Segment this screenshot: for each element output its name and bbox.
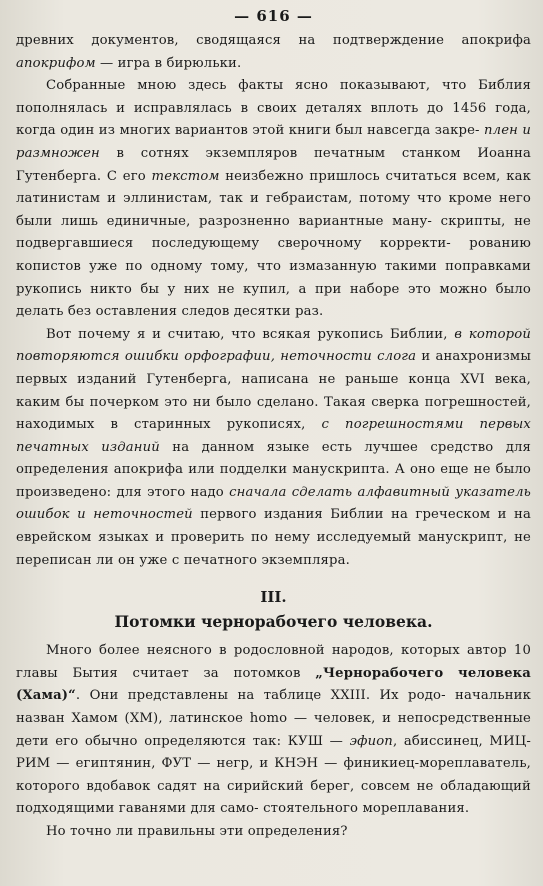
text-block-bottom (16, 640, 531, 843)
text-segment: древних документов, сводящаяся на подтверждение апокрифа (16, 33, 531, 48)
text-segment: поправками рукопись никто бы у них не купил, а при наборе (16, 258, 531, 297)
text-segment: первого издания Библии на греческом и на еврейском языках (16, 507, 531, 546)
text-segment: в которой повторяются ошибки орфографии, неточности слога (16, 326, 532, 365)
page-number: — 616 — (234, 7, 313, 25)
text-segment: и проверить по нему исследуемый манускрипт, не переписан ли (16, 530, 532, 568)
text-segment: есть лучшее средство для определения апокрифа или подделки (16, 439, 531, 478)
text-segment: рованию копистов уже по одному тому, что измазанную такими (16, 236, 532, 274)
paragraph-p4 (16, 640, 531, 821)
text-segment: и анахронизмы первых изданий Гутенберга, написана не раньше (16, 349, 531, 387)
paragraph-p3 (16, 324, 531, 573)
text-segment: он уже с печатного экземпляра. (117, 552, 350, 568)
text-segment: начальник назван Хамом (ХМ), латинское homo — человек, (16, 688, 531, 727)
text-segment: сначала сделать алфавитный указатель ошибок и неточностей (16, 484, 531, 523)
text-segment: Такая сверка погрешностей, находимых в старинных рукописях, (16, 394, 531, 433)
text-segment: неизбежно пришлось считаться всем, (219, 168, 501, 184)
text-segment: Вот почему я и считаю, что всякая рукопись Библии, (46, 326, 448, 342)
text-segment: на данном языке (159, 439, 310, 455)
text-segment: апокрифом (16, 55, 96, 71)
text-segment: скрипты, не подвергавшиеся последующему сверочному корректи- (16, 213, 531, 252)
paragraph-p2 (16, 75, 531, 324)
text-segment: стоятельного мореплавания. (263, 801, 470, 817)
text-segment: берег, совсем не обладающий подходящими гаванями для само- (16, 778, 531, 817)
text-block-top (16, 30, 531, 572)
text-segment: автор 10 главы Бытия считает за потомков (16, 643, 531, 681)
text-segment: манускрипта. А оно еще не было произведено: для этого надо (16, 462, 531, 500)
text-segment: человека (Хама)“ (16, 665, 531, 704)
text-segment: текстом (151, 168, 220, 184)
text-segment: кроме него были лишь единичные, разрозненно вариантные ману- (16, 191, 532, 229)
text-segment: , абиссинец, МИЦ-РИМ — египтянин, ФУТ — негр, и КНЭН — (16, 733, 531, 772)
text-segment: . Они представлены на таблице XXIII. Их родо- (75, 688, 446, 704)
text-segment: конца XVI века, каким бы почерком это ни было сделано. (16, 371, 532, 410)
text-segment: с погрешностями первых печатных изданий (16, 417, 532, 455)
paragraph-p1 (16, 30, 531, 75)
text-segment: когда один из многих вариантов этой книги был навсегда закре- (16, 123, 480, 139)
text-segment: это можно было делать без оставления следов десятки раз. (16, 281, 532, 320)
text-segment: Гутенберга. С его (16, 168, 152, 184)
text-segment: пополнялась и исправлялась в своих деталях вплоть до 1456 года, (16, 100, 531, 116)
text-segment: Но точно ли правильны эти определения? (46, 824, 348, 839)
text-segment: Много более неясного в родословной народов, которых (46, 643, 460, 659)
text-segment: финикиец-мореплаватель, которого вдобавок садят на сирийский (16, 756, 531, 794)
text-segment: — игра в бирюльки. (95, 55, 242, 71)
text-segment: эфиоп (349, 733, 393, 749)
text-segment: и непосредственные дети его обычно определяются так: КУШ — (16, 711, 532, 749)
section-number: III. (260, 588, 287, 607)
text-segment: Собранные мною здесь факты ясно показывают, что Библия (46, 78, 531, 94)
text-segment: в сотнях экземпляров печатным станком Иоанна (99, 145, 531, 161)
paragraph-p5 (16, 821, 531, 844)
text-segment: плен и размножен (16, 123, 532, 161)
text-segment: как латинистам и эллинистам, так и гебраистам, потому что (16, 168, 531, 207)
text-segment: „Чернорабочего (315, 665, 444, 681)
section-title: Потомки чернорабочего человека. (114, 612, 433, 632)
